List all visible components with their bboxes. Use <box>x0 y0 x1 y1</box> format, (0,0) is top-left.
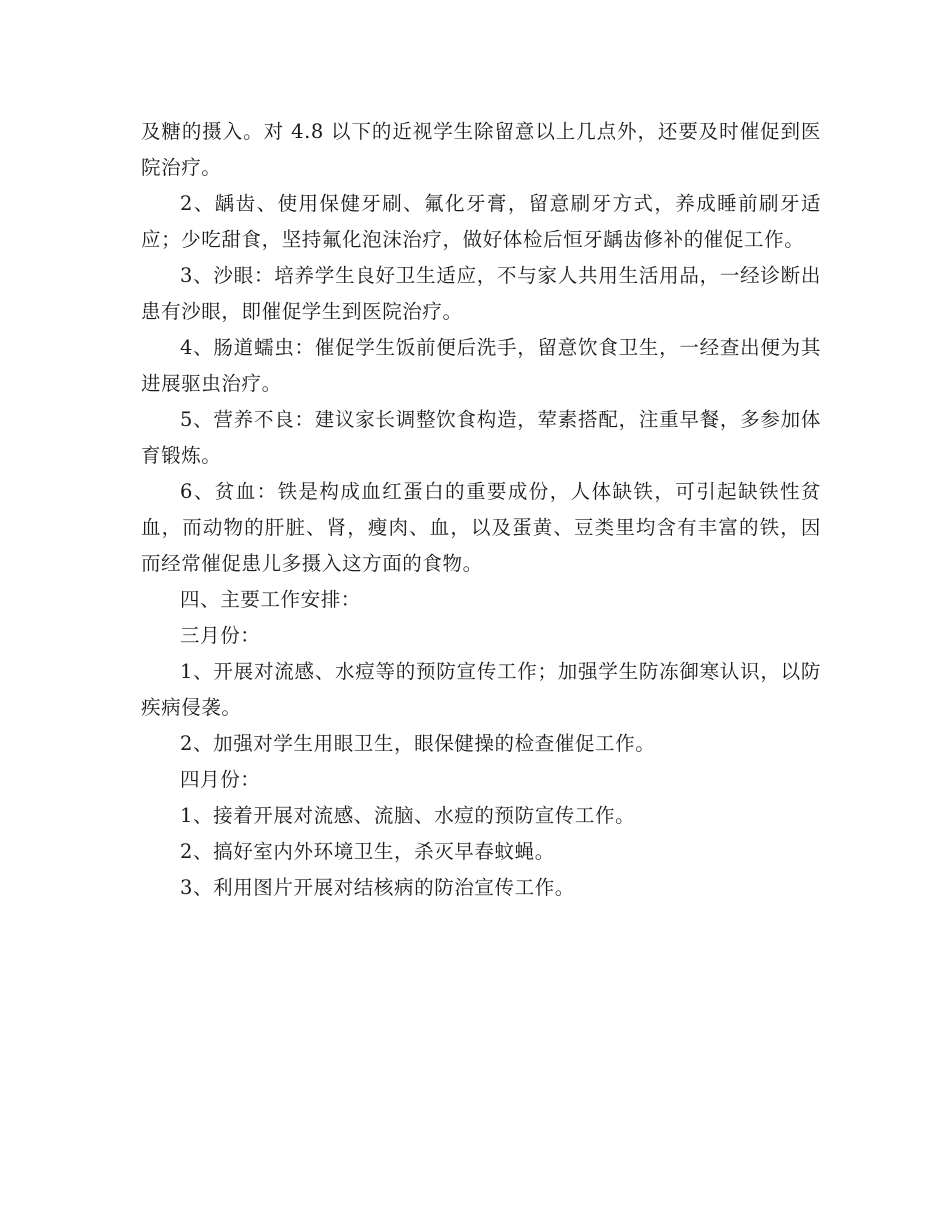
list-item-april-2: 2、搞好室内外环境卫生，杀灭早春蚊蝇。 <box>180 840 555 863</box>
list-item-april-3: 3、利用图片开展对结核病的防治宣传工作。 <box>180 876 575 899</box>
paragraph-dental-caries: 2、龋齿、使用保健牙刷、氟化牙膏，留意刷牙方式，养成睡前刷牙适应；少吃甜食，坚持氟化泡沫治疗，做好体检后恒牙龋齿修补的催促工作。 <box>141 192 821 251</box>
list-item-april-1: 1、接着开展对流感、流脑、水痘的预防宣传工作。 <box>180 804 636 827</box>
month-heading-april: 四月份： <box>180 768 261 791</box>
paragraph-malnutrition: 5、营养不良：建议家长调整饮食构造，荤素搭配，注重早餐，多参加体育锻炼。 <box>141 408 821 467</box>
document-body <box>141 114 821 906</box>
paragraph-anemia: 6、贫血：铁是构成血红蛋白的重要成份，人体缺铁，可引起缺铁性贫血，而动物的肝脏、肾，瘦肉、血，以及蛋黄、豆类里均含有丰富的铁，因而经常催促患儿多摄入这方面的食物。 <box>141 480 821 575</box>
section-heading-work-plan: 四、主要工作安排： <box>180 588 361 611</box>
paragraph-intestinal-worms: 4、肠道蠕虫：催促学生饭前便后洗手，留意饮食卫生，一经查出便为其进展驱虫治疗。 <box>141 336 821 395</box>
month-heading-march: 三月份： <box>180 624 261 647</box>
paragraph-myopia-continuation: 及糖的摄入。对 4.8 以下的近视学生除留意以上几点外，还要及时催促到医院治疗。 <box>141 120 821 179</box>
paragraph-trachoma: 3、沙眼：培养学生良好卫生适应，不与家人共用生活用品，一经诊断出患有沙眼，即催促学生到医院治疗。 <box>141 264 821 323</box>
list-item-march-2: 2、加强对学生用眼卫生，眼保健操的检查催促工作。 <box>180 732 656 755</box>
list-item-march-1: 1、开展对流感、水痘等的预防宣传工作；加强学生防冻御寒认识，以防疾病侵袭。 <box>141 660 821 719</box>
